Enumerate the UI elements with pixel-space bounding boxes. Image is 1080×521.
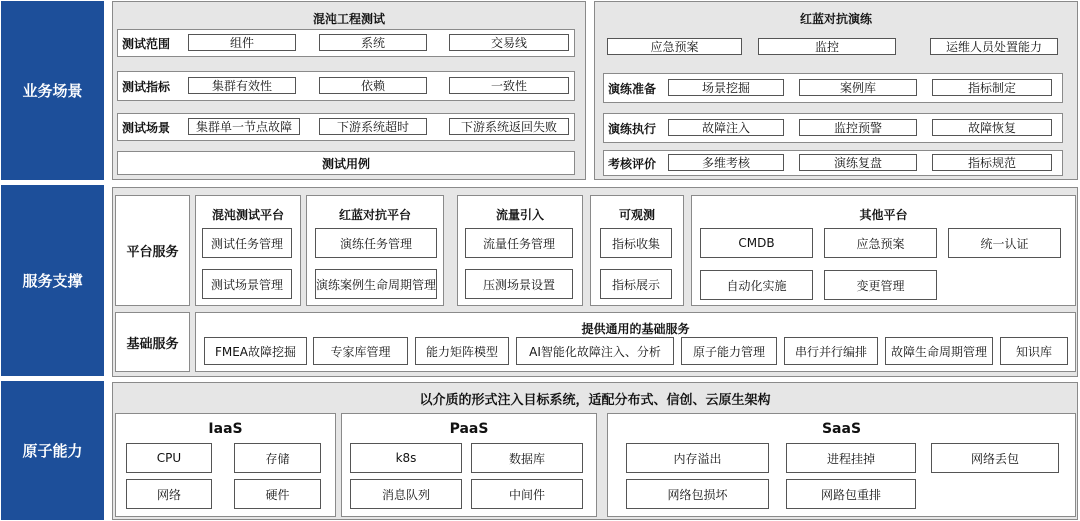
row-label: 测试场景 — [122, 120, 171, 135]
redblue-row-evaluate — [603, 150, 1063, 176]
basic-title: 提供通用的基础服务 — [581, 322, 690, 336]
chaos-platform — [195, 195, 301, 306]
evaluate-item: 指标规范 — [932, 154, 1052, 171]
redblue-top-item: 应急预案 — [607, 38, 742, 55]
sidebar-atomic: 原子能力 — [1, 381, 104, 520]
redblue-platform-item: 演练任务管理 — [315, 228, 437, 258]
iaas-item: 硬件 — [234, 479, 321, 509]
chaos-panel — [112, 1, 586, 180]
scenario-item: 下游系统超时 — [319, 118, 427, 135]
test-cases: 测试用例 — [117, 151, 575, 175]
row-label: 考核评价 — [608, 156, 657, 171]
traffic-platform — [457, 195, 583, 306]
observe-item: 指标展示 — [600, 269, 672, 299]
other-item: 统一认证 — [948, 228, 1061, 258]
row-label: 演练准备 — [608, 81, 657, 96]
redblue-platform-item: 演练案例生命周期管理 — [315, 269, 437, 299]
chaos-row-scenarios — [117, 113, 575, 141]
chaos-platform-item: 测试任务管理 — [202, 228, 292, 258]
basic-item: 串行并行编排 — [784, 337, 878, 365]
paas-group — [341, 413, 597, 517]
row-label: 演练执行 — [608, 121, 657, 136]
observe-platform — [590, 195, 684, 306]
traffic-item: 压测场景设置 — [465, 269, 573, 299]
iaas-group — [115, 413, 336, 517]
basic-item: FMEA故障挖掘 — [204, 337, 307, 365]
atomic-title: 以介质的形式注入目标系统，适配分布式、信创、云原生架构 — [419, 393, 771, 408]
iaas-item: CPU — [126, 443, 212, 473]
other-item: 变更管理 — [824, 270, 937, 300]
paas-item: k8s — [350, 443, 462, 473]
saas-group — [607, 413, 1076, 517]
chaos-platform-item: 测试场景管理 — [202, 269, 292, 299]
redblue-top-item: 运维人员处置能力 — [930, 38, 1058, 55]
scope-item: 交易线 — [449, 34, 569, 51]
saas-title: SaaS — [821, 421, 862, 437]
service-panel — [112, 187, 1078, 377]
execute-item: 故障恢复 — [932, 119, 1052, 136]
iaas-item: 存储 — [234, 443, 321, 473]
row-label: 测试指标 — [122, 79, 171, 94]
execute-item: 监控预警 — [799, 119, 917, 136]
redblue-row-execute — [603, 113, 1063, 143]
execute-item: 故障注入 — [668, 119, 784, 136]
scenario-item: 集群单一节点故障 — [188, 118, 300, 135]
row-label: 测试范围 — [122, 36, 171, 51]
metric-item: 集群有效性 — [188, 77, 296, 94]
redblue-platform — [306, 195, 444, 306]
other-platform — [691, 195, 1076, 306]
saas-item: 内存溢出 — [626, 443, 769, 473]
platform-label: 平台服务 — [115, 195, 190, 306]
iaas-item: 网络 — [126, 479, 212, 509]
scope-item: 系统 — [319, 34, 427, 51]
paas-item: 中间件 — [471, 479, 583, 509]
basic-item: 知识库 — [1000, 337, 1068, 365]
prepare-item: 案例库 — [799, 79, 917, 96]
other-item: CMDB — [700, 228, 813, 258]
prepare-item: 指标制定 — [932, 79, 1052, 96]
basic-item: 故障生命周期管理 — [885, 337, 993, 365]
paas-title: PaaS — [449, 421, 489, 437]
basic-item: AI智能化故障注入、分析 — [516, 337, 674, 365]
chaos-row-metrics — [117, 71, 575, 101]
saas-item: 网络包损坏 — [626, 479, 769, 509]
saas-item: 进程挂掉 — [786, 443, 916, 473]
metric-item: 依赖 — [319, 77, 427, 94]
redblue-title: 红蓝对抗演练 — [799, 12, 872, 26]
iaas-title: IaaS — [208, 421, 243, 437]
basic-item: 原子能力管理 — [681, 337, 777, 365]
chaos-row-scope — [117, 29, 575, 57]
observe-item: 指标收集 — [600, 228, 672, 258]
evaluate-item: 多维考核 — [668, 154, 784, 171]
metric-item: 一致性 — [449, 77, 569, 94]
basic-services — [195, 312, 1076, 372]
other-item: 自动化实施 — [700, 270, 813, 300]
scope-item: 组件 — [188, 34, 296, 51]
sidebar-business: 业务场景 — [1, 1, 104, 180]
traffic-title: 流量引入 — [495, 208, 544, 222]
redblue-panel — [594, 1, 1078, 180]
evaluate-item: 演练复盘 — [799, 154, 917, 171]
traffic-item: 流量任务管理 — [465, 228, 573, 258]
atomic-panel — [112, 382, 1078, 520]
other-item: 应急预案 — [824, 228, 937, 258]
chaos-title: 混沌工程测试 — [312, 12, 385, 26]
observe-title: 可观测 — [618, 208, 655, 222]
paas-item: 消息队列 — [350, 479, 462, 509]
basic-item: 能力矩阵模型 — [415, 337, 509, 365]
redblue-top-item: 监控 — [758, 38, 896, 55]
saas-item: 网络丢包 — [931, 443, 1059, 473]
basic-item: 专家库管理 — [313, 337, 408, 365]
saas-item: 网路包重排 — [786, 479, 916, 509]
other-title: 其他平台 — [859, 208, 908, 222]
prepare-item: 场景挖掘 — [668, 79, 784, 96]
redblue-platform-title: 红蓝对抗平台 — [338, 208, 411, 222]
basic-label: 基础服务 — [115, 312, 190, 372]
scenario-item: 下游系统返回失败 — [449, 118, 569, 135]
paas-item: 数据库 — [471, 443, 583, 473]
redblue-row-prepare — [603, 73, 1063, 103]
chaos-platform-title: 混沌测试平台 — [211, 208, 284, 222]
sidebar-service: 服务支撑 — [1, 185, 104, 376]
